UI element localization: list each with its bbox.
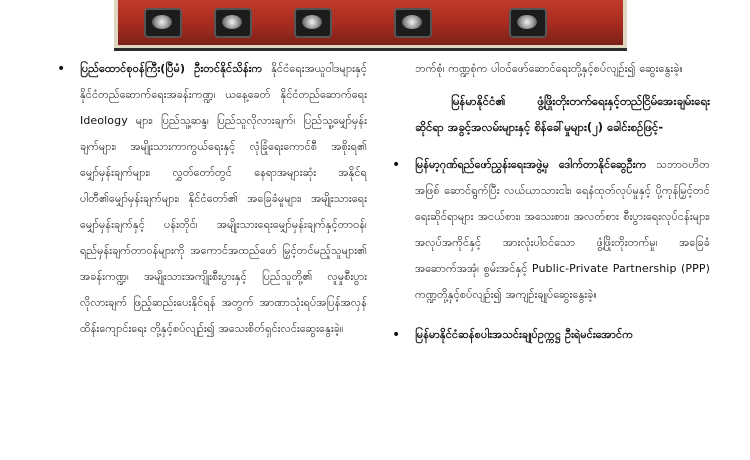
list-item [55,56,367,342]
bullet-icon: • [392,327,401,343]
section-heading: မြန်မာနိုင်ငံ၏ ဖွံ့ဖြိုးတိုးတက်ရေးနှင့်တည်ငြိမ်အေးချမ်းရေးဆိုင်ရာ အခွင့်အလမ်းများနှင့် စိန်ခေါ်မှုများ(၂) ခေါင်းစဉ်ဖြင့်- [415,94,710,134]
spotlight-icon [509,8,547,38]
paragraph [415,152,710,308]
bullet-icon: • [57,61,66,77]
bullet-icon: • [392,157,401,173]
stage-lights-photo [114,0,627,51]
spotlight-icon [144,8,182,38]
speaker-name: မြန်မာနိုင်ငံဆန်စပါးအသင်းချုပ်ဥက္ကဋ္ဌ ဦးရဲမင်းအောင်က [415,328,634,341]
list-item [390,152,710,308]
spotlight-icon [294,8,332,38]
speaker-name: ပြည်ထောင်စုဝန်ကြီး(ပြီမံ) ဦးတင်နိုင်သိန်းက [80,62,263,75]
speaker-name: မြန်မာ့ဂုဏ်ရည်ဖော်ညွှန်းရေးအဖွဲ့မှ ဒေါက်တာနိုင်ဆွေဦးက [415,158,647,171]
list-item [390,322,710,348]
spotlight-icon [394,8,432,38]
stage-background [118,0,623,45]
paragraph [415,322,710,348]
continuation-paragraph: ဘက်စုံ၊ ကဏ္ဍစုံက ပါဝင်ဖော်ဆောင်ရေးတို့နှင့်စပ်လျဉ်း၍ ဆွေးနွေးခဲ့။ [415,62,683,75]
spotlight-icon [214,8,252,38]
paragraph-body: သဘာဝဟိတအဖြစ် ဆောင်ရွက်ပြီး လယ်ယာသားငါး၊ ရေနံထုတ်လုပ်မှုနှင့် ပို့ကုန်မြှင့်တင်ရေးဆိုင်ရာများ အငယ်စား၊ အသေးစား၊ အလတ်စား စီးပွားရေးလုပ်ငန်းများ၊ အလုပ်အကိုင်နှင့် အားလုံးပါဝင်သော ဖွံ့ဖြိုးတိုးတက်မှု၊ အခြေခံအဆောက်အအုံ၊ စွမ်းအင်နှင့် Public-Private Partnership (PPP) ကဏ္ဍတို့နှင့်စပ်လျဉ်း၍ အကျဉ်းချုပ်ဆွေးနွေးခဲ့။ [415,158,710,301]
paragraph-body: နိုင်ငံရေးအယူဝါဒများနှင့် နိုင်ငံတည်ဆောက်ရေးအခန်းကဏ္ဍ၊ ယနေ့ခေတ် နိုင်ငံတည်ဆောက်ရေး Ideology များ၊ ပြည်သူ့ဆန္ဒ၊ ပြည်သူလိုလားချက်၊ ပြည်သူ့မျှော်မှန်းချက်များ၊ အမျိုးသားကာကွယ်ရေးနှင့် လုံခြုံရေးကောင်စီ အစိုးရ၏ မျှော်မှန်းချက်များ၊ လွှတ်တော်တွင် နေရာအများဆုံး အနိုင်ရပါတီ၏မျှော်မှန်းချက်များ၊ နိုင်ငံတော်၏ အခြေခံမူများ၊ အမျိုးသားရေးမျှော်မှန်းချက်နှင့် ပန်းတိုင်၊ အမျိုးသားရေးမျှော်မှန်းချက်နှင့်တာဝန်၊ ရည်မှန်းချက်တာဝန်များကို အကောင်အထည်ဖော် မြှင့်တင်မည့်သူများ၏ အခန်းကဏ္ဍ၊ အမျိုးသားအကျိုးစီးပွားနှင့် ပြည်သူတို့၏ လူမှုစီးပွားလိုလားချက် ဖြည့်ဆည်းပေးနိုင်ရန် အတွက် အာဏာသုံးရပ်အပြန်အလှန်ထိန်းကျောင်းရေး တို့နှင့်စပ်လျဉ်း၍ အသေးစိတ်ရှင်းလင်းဆွေးနွေးခဲ့။ [80,62,367,335]
left-column [55,56,367,342]
paragraph [80,56,367,342]
right-column [390,56,710,348]
